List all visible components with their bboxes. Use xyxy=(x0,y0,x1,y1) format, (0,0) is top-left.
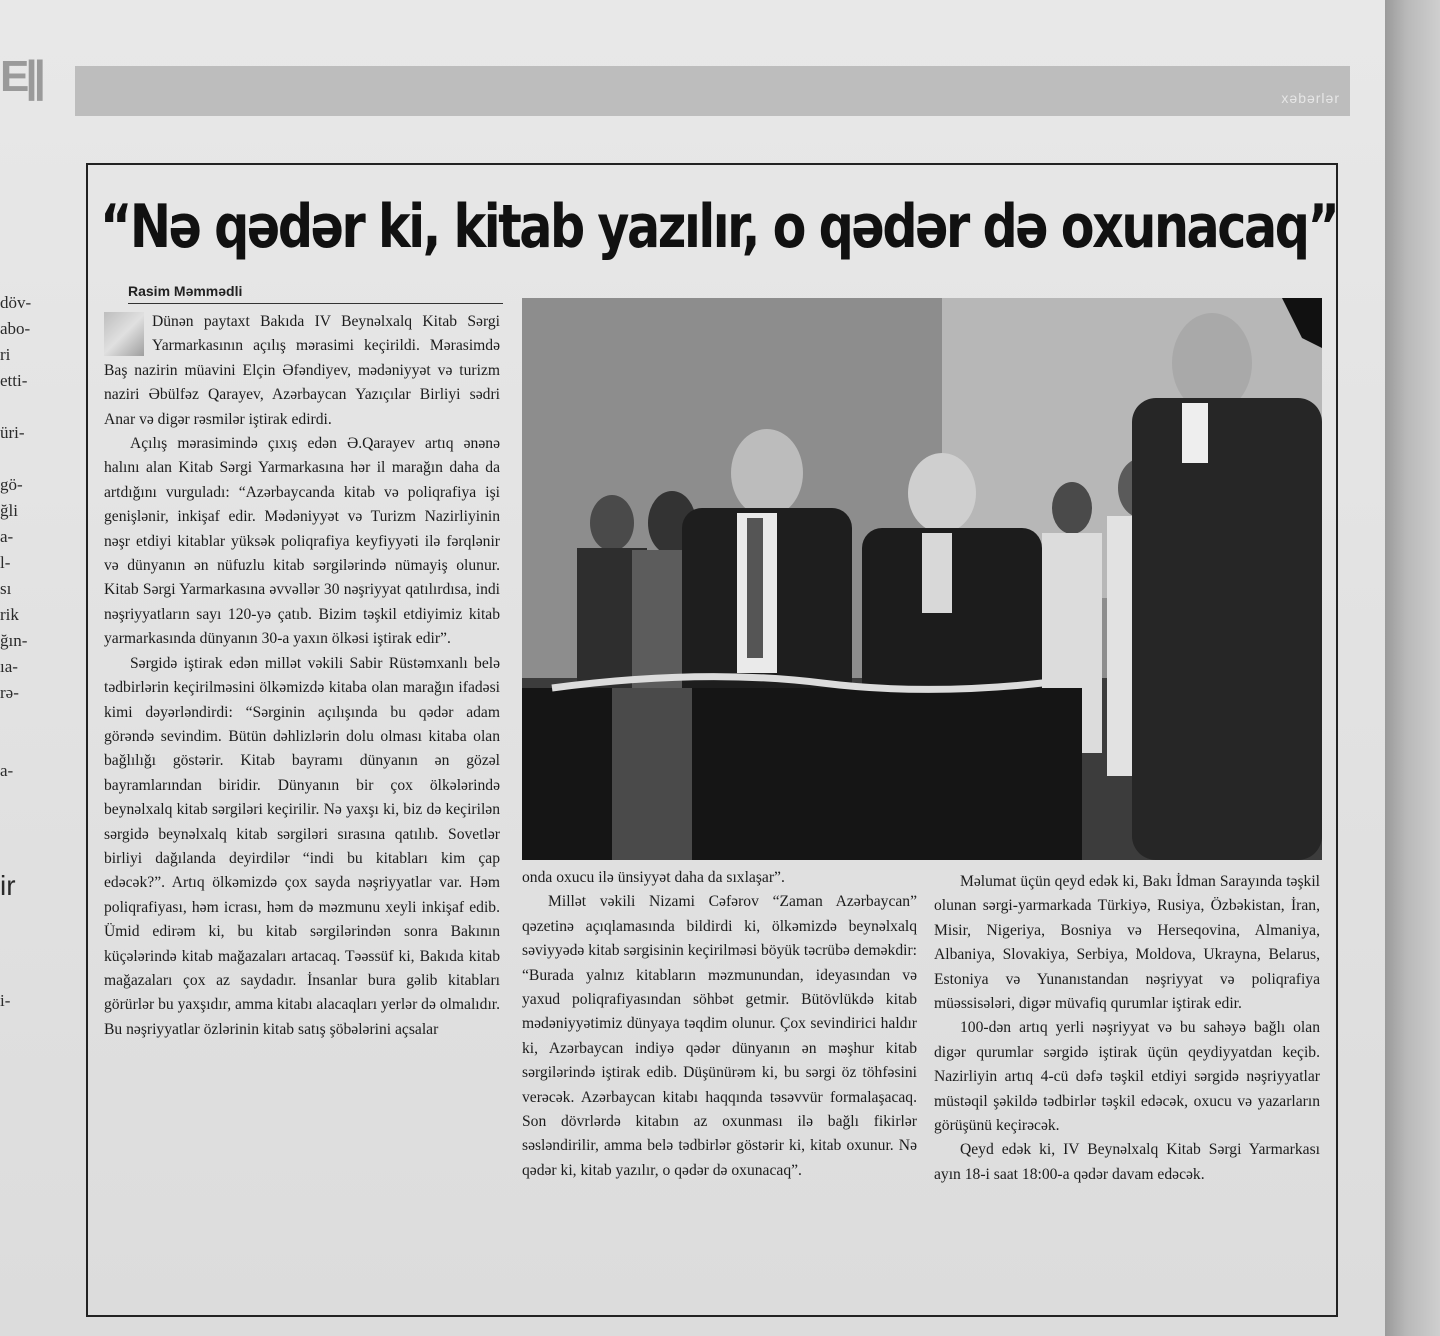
fragment-line: ir xyxy=(0,870,16,901)
fragment-line: a- xyxy=(0,761,14,780)
fragment-line: gö- xyxy=(0,475,23,494)
article-column-1 xyxy=(104,310,500,1310)
fragment-line xyxy=(0,446,40,472)
fragment-line: rə- xyxy=(0,683,19,702)
section-label: xəbərlər xyxy=(1281,90,1340,106)
fragment-line: l- xyxy=(0,553,11,572)
fragment-line: i- xyxy=(0,991,11,1010)
fragment-line: rik xyxy=(0,605,19,624)
dropcap-ornament xyxy=(104,312,144,356)
byline-divider xyxy=(128,303,503,304)
fragment-line: a- xyxy=(0,527,14,546)
fragment-line xyxy=(0,394,40,420)
fragment-line: sı xyxy=(0,579,12,598)
article-column-2 xyxy=(522,866,917,1306)
photo-illustration xyxy=(522,298,1322,860)
fragment-line: abo- xyxy=(0,319,31,338)
fragment-line: ğli xyxy=(0,501,18,520)
ribbon-cutting-photo xyxy=(522,298,1322,860)
adjacent-article-fragment xyxy=(0,290,40,1066)
article-paragraph: Məlumat üçün qeyd edək ki, Bakı İdman Sarayında təşkil olunan sərgi-yarmarkada Türkiyə, Rusiya, Özbəkistan, İran, Misir, Nigeriya, Bosniya və Herseqovina, Almaniya, Albaniya, Slovakiya, Serbiya, Moldova, Ukrayna, Belarus, Estoniya və Yunanıstandan nəşriyyat və poliqrafiya müəssisələri, digər müvafiq qurumlar iştirak edir. xyxy=(934,873,1320,1013)
fragment-line: üri- xyxy=(0,423,25,442)
fragment-line xyxy=(0,810,40,836)
fragment-line xyxy=(0,732,40,758)
article-paragraph: Açılış mərasimində çıxış edən Ə.Qarayev artıq ənənə halını alan Kitab Sərgi Yarmarkasına hər il marağın daha da artdığını vurguladı: “Azərbaycanda kitab və poliqrafiya işi genişlənir, inkişaf edir. Mədəniyyət və Turizm Nazirliyinin nəşr etdiyi kitablar yüksək poliqrafiya keyfiyyəti ilə fərqlənir və dünyanın ən nüfuzlu kitab sərgilərində nümayiş olunur. Kitab Sərgi Yarmarkasına əvvəllər 30 nəşriyyat qatılırdısa, indi nəşriyyatların sayı 120-yə çatıb. Bizim təşkil etdiyimiz kitab yarmarkasında dünyanın 30-a yaxın ölkəsi iştirak edir”. xyxy=(104,435,500,648)
fragment-line: ğın- xyxy=(0,631,28,650)
fragment-line xyxy=(0,1040,40,1066)
article-paragraph: 100-dən artıq yerli nəşriyyat və bu sahəyə bağlı olan digər qurumlar sərgidə iştirak üçün qeydiyyatdan keçib. Nazirliyin artıq 4-cü dəfə təşkil etdiyi sərgidə nəşriyyatlar müstəqil şəkildə tədbirlər təşkil edəcək, oxucu və yazarların görüşünü keçirəcək. xyxy=(934,1019,1320,1135)
fragment-line: ri xyxy=(0,345,11,364)
fragment-line xyxy=(0,1014,40,1040)
fragment-line xyxy=(0,836,40,862)
article-paragraph: Sərgidə iştirak edən millət vəkili Sabir Rüstəmxanlı belə tədbirlərin keçirilməsini ölkəmizdə kitaba olan marağın ifadəsi kimi dəyərləndirdi: “Sərginin açılışında bu qədər adam görəndə sevindim. Bütün dəhlizlərin dolu olması kitaba olan bağlılığı göstərir. Kitab bayramı dünyanın ən gözəl bayramlarından biridir. Dünyanın bir çox ölkələrində beynəlxalq kitab sərgiləri keçirilir. Nə yaxşı ki, biz də keçirilən sərgidə beynəlxalq kitab sərgiləri sırasına qatılıb. Sovetlər birliyi dağılanda deyirdilər “indi bu kitabları kim çap edəcək?”. Artıq ölkəmizdə çox sayda nəşriyyatlar var. Həm poliqrafiyası, həm icrası, həm də məzmunu xeyli inkişaf edib. Ümid edirəm ki, bu kitab sərgilərindən sonra Bakının küçələrində kitab mağazaları artacaq. Təəssüf ki, Bakıda kitab mağazaları çox az saydadır. İnsanlar bura gəlib kitabları görürlər bu yaxşıdır, amma kitabı alacaqları yerlər də olmalıdır. Bu nəşriyyatlar özlərinin kitab satış şöbələrini açsalar xyxy=(104,654,500,1038)
article-headline: “Nə qədər ki, kitab yazılır, o qədər də oxunacaq” xyxy=(100,192,1338,262)
article-byline: Rasim Məmmədli xyxy=(128,283,243,299)
fragment-line xyxy=(0,936,40,962)
fragment-line xyxy=(0,910,40,936)
section-header-bar xyxy=(75,66,1350,116)
fragment-line: ıa- xyxy=(0,657,18,676)
fragment-line xyxy=(0,706,40,732)
fragment-line: etti- xyxy=(0,371,28,390)
article-column-3 xyxy=(934,870,1320,1310)
article-paragraph: Millət vəkili Nizami Cəfərov “Zaman Azərbaycan” qəzetinə açıqlamasında bildirdi ki, ölkəmizdə beynəlxalq səviyyədə kitab sərgisinin keçirilməsi böyük təcrübə deməkdir: “Burada yalnız kitabların məzmunundan, ideyasından və yaxud poliqrafiyasından söhbət getmir. Bütövlükdə kitab mədəniyyətimiz dünyaya təqdim olunur. Çox sevindirici haldır ki, Azərbaycan indiyə qədər dünyanın ən məşhur kitab sərgilərində iştirak edib. Düşünürəm ki, bu sərgi öz töhfəsini verəcək. Azərbaycan kitabı haqqında təsəvvür formalaşacaq. Son dövrlərdə kitabın az oxunması ilə bağlı fikirlər səsləndirilir, amma belə tədbirlər göstərir ki, kitab oxunur. Nə qədər ki, kitab yazılır, o qədər də oxunacaq”. xyxy=(522,893,917,1179)
fragment-line xyxy=(0,784,40,810)
article-paragraph: onda oxucu ilə ünsiyyət daha da sıxlaşar”. xyxy=(522,869,785,886)
article-paragraph: Qeyd edək ki, IV Beynəlxalq Kitab Sərgi Yarmarkası ayın 18-i saat 18:00-a qədər davam edəcək. xyxy=(934,1141,1320,1183)
article-paragraph: Dünən paytaxt Bakıda IV Beynəlxalq Kitab Sərgi Yarmarkasının açılış mərasimi keçirildi. Mərasimdə Baş nazirin müavini Elçin Əfəndiyev, mədəniyyət və turizm naziri Əbülfəz Qarayev, Azərbaycan Yazıçılar Birliyi sədri Anar və digər rəsmilər iştirak edirdi. xyxy=(104,313,500,428)
fragment-line xyxy=(0,962,40,988)
page-edge-shadow xyxy=(1385,0,1440,1336)
masthead-logo-fragment: E|| xyxy=(0,52,42,101)
fragment-line: döv- xyxy=(0,293,32,312)
